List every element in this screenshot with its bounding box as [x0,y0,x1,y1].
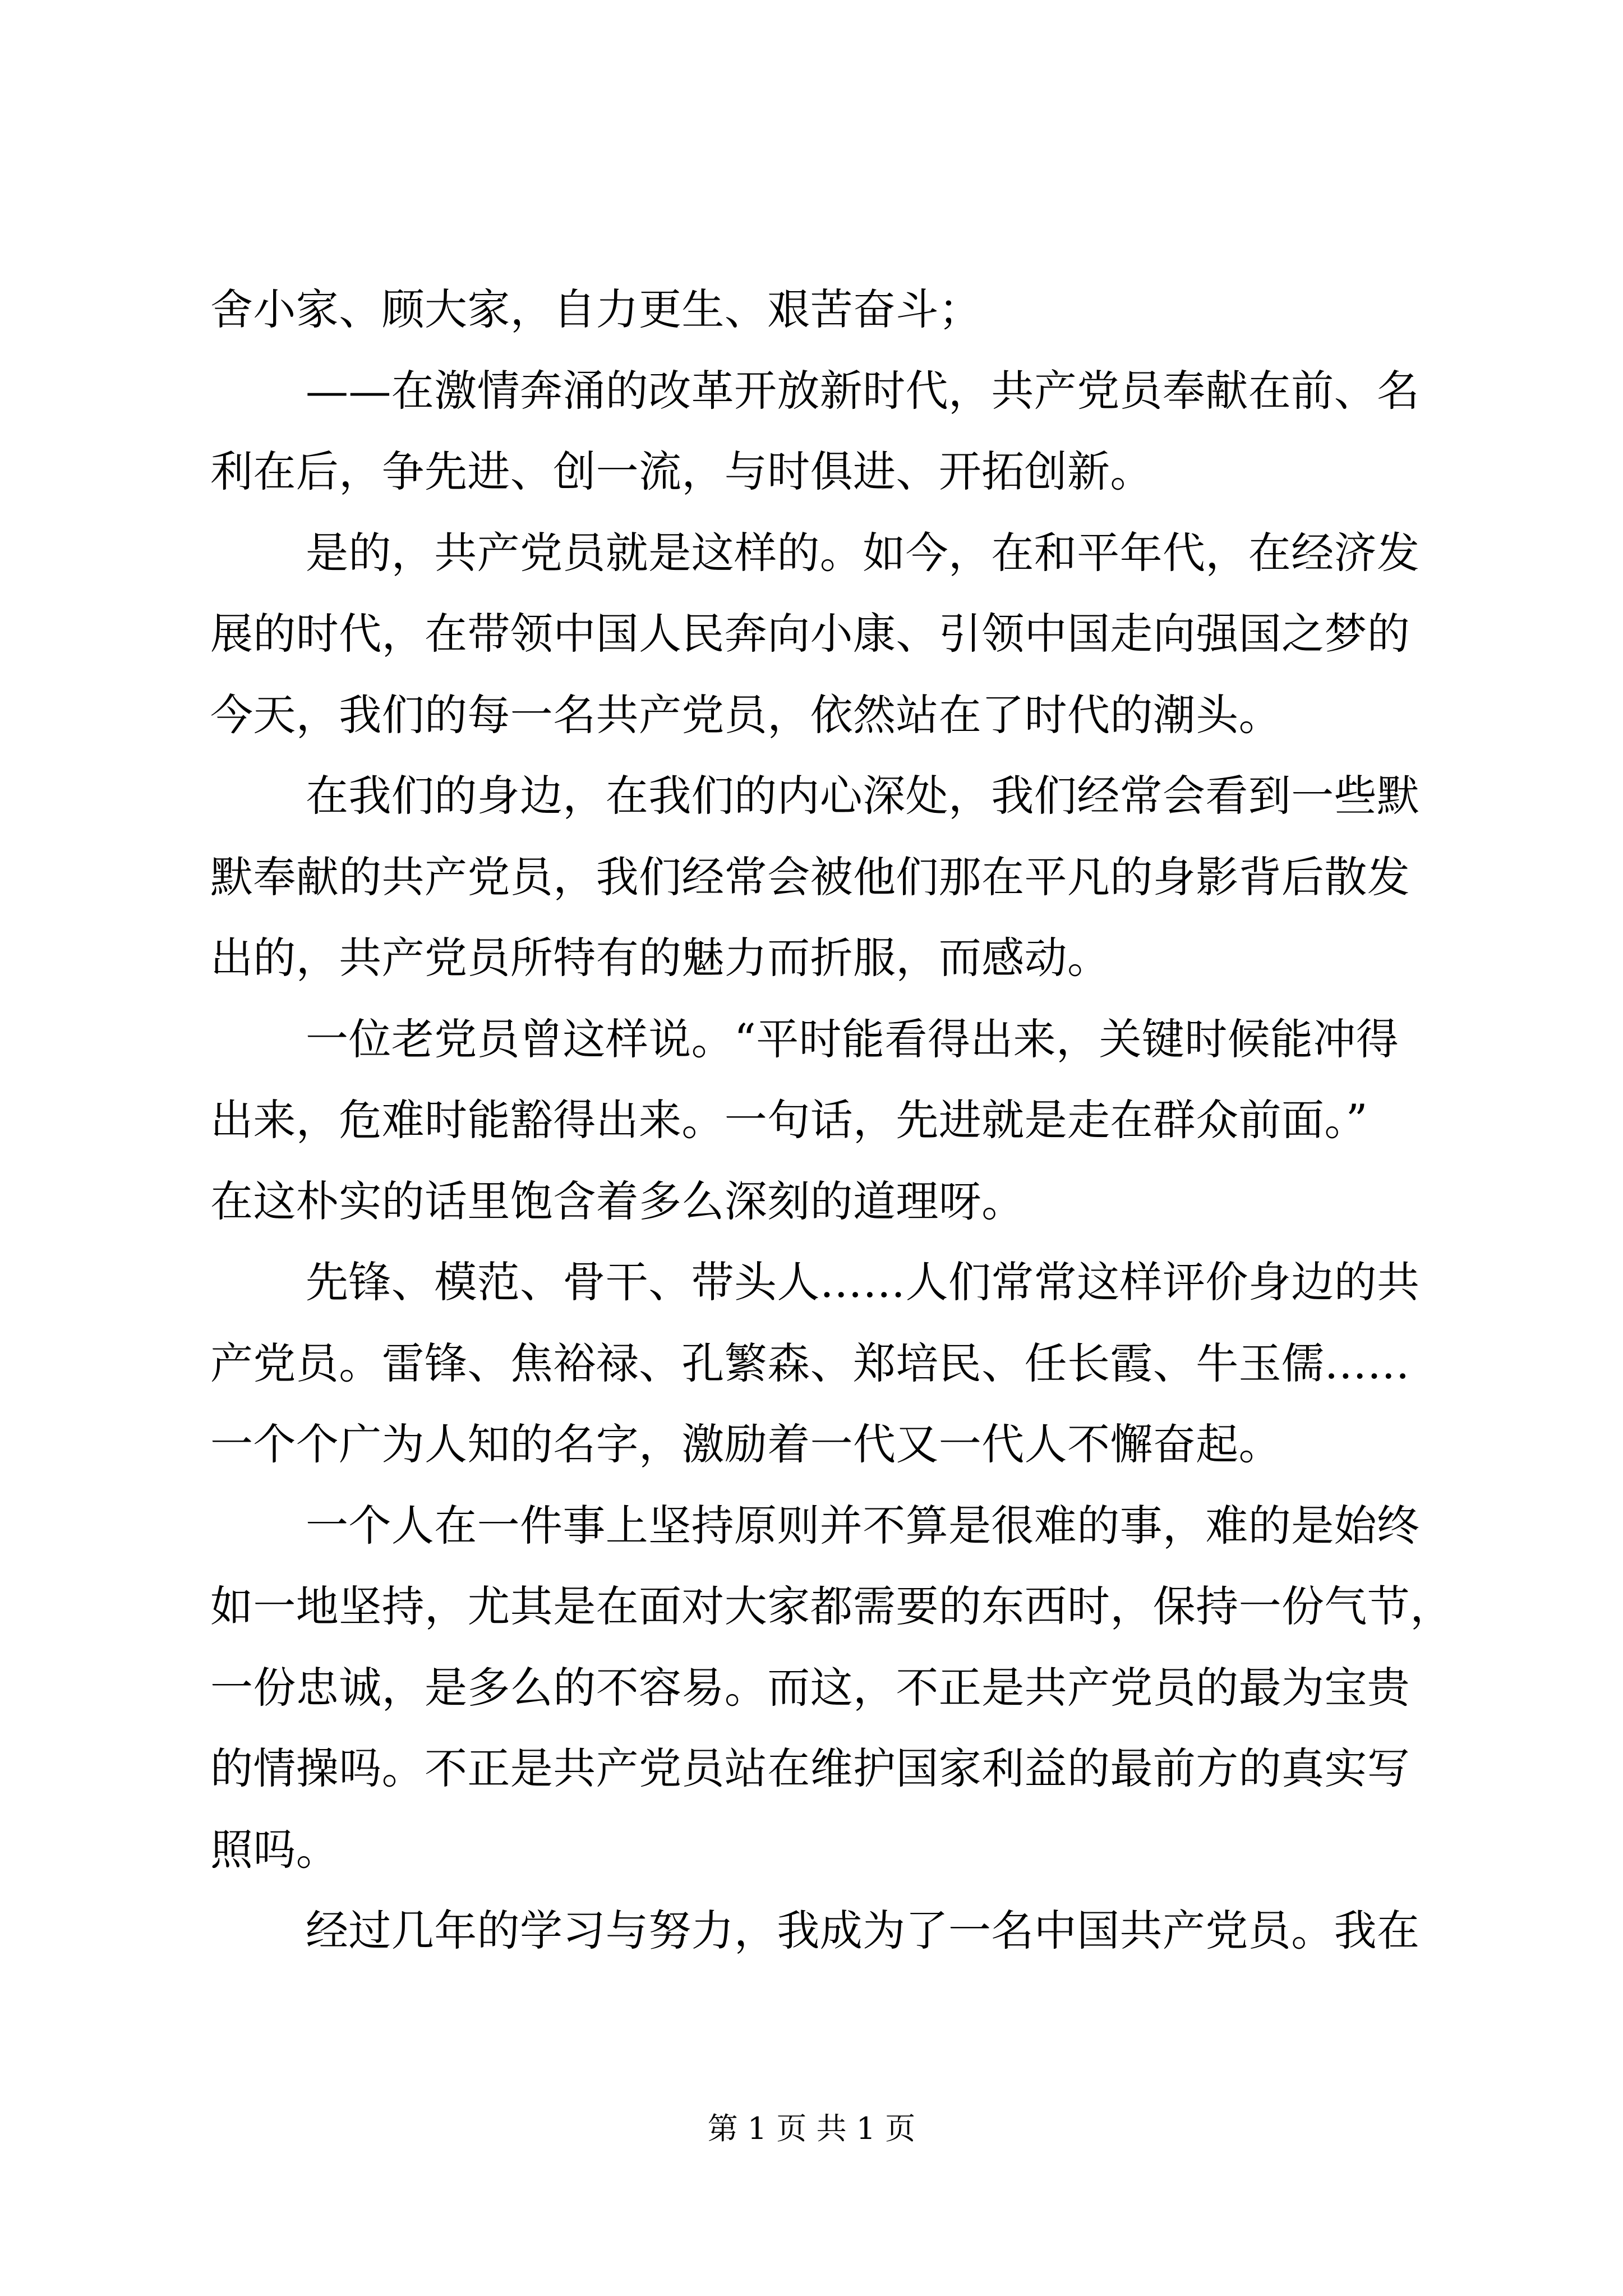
text-line: 一位老党员曾这样说。“平时能看得出来，关键时候能冲得 [306,1014,1399,1064]
text-line: 一个人在一件事上坚持原则并不算是很难的事，难的是始终 [306,1500,1420,1550]
text-line: 经过几年的学习与努力，我成为了一名中国共产党员。我在 [306,1906,1420,1955]
page-footer [0,2109,1623,2148]
text-line: 产党员。雷锋、焦裕禄、孔繁森、郑培民、任长霞、牛玉儒…… [210,1338,1410,1388]
text-line: 在这朴实的话里饱含着多么深刻的道理呀。 [210,1176,1025,1226]
text-line: 是的，共产党员就是这样的。如今，在和平年代，在经济发 [306,527,1420,578]
text-line: 出的，共产党员所特有的魅力而折服，而感动。 [210,933,1110,983]
text-line: 一个个广为人知的名字，激励着一代又一代人不懈奋起。 [210,1419,1281,1469]
text-line: 今天，我们的每一名共产党员，依然站在了时代的潮头。 [210,689,1281,740]
document-body [210,269,1453,1972]
text-line: 默奉献的共产党员，我们经常会被他们那在平凡的身影背后散发 [210,852,1410,902]
text-line: 照吗。 [210,1824,339,1875]
text-line: 利在后，争先进、创一流，与时俱进、开拓创新。 [210,447,1153,496]
text-line: ——在激情奔涌的改革开放新时代，共产党员奉献在前、名 [306,365,1420,416]
text-line: 在我们的身边，在我们的内心深处，我们经常会看到一些默 [306,771,1420,821]
text-line: 如一地坚持，尤其是在面对大家都需要的东西时，保持一份气节， [210,1581,1453,1631]
text-line: 展的时代，在带领中国人民奔向小康、引领中国走向强国之梦的 [210,609,1410,659]
text-line: 出来，危难时能豁得出来。一句话，先进就是走在群众前面。” [210,1095,1368,1145]
text-line: 的情操吗。不正是共产党员站在维护国家利益的最前方的真实写 [210,1743,1410,1793]
text-line: 一份忠诚，是多么的不容易。而这，不正是共产党员的最为宝贵 [210,1662,1410,1713]
text-line: 舍小家、顾大家，自力更生、艰苦奋斗； [210,284,982,334]
page-number: 第 1 页 共 1 页 [707,2111,916,2146]
text-line: 先锋、模范、骨干、带头人……人们常常这样评价身边的共 [306,1257,1420,1307]
